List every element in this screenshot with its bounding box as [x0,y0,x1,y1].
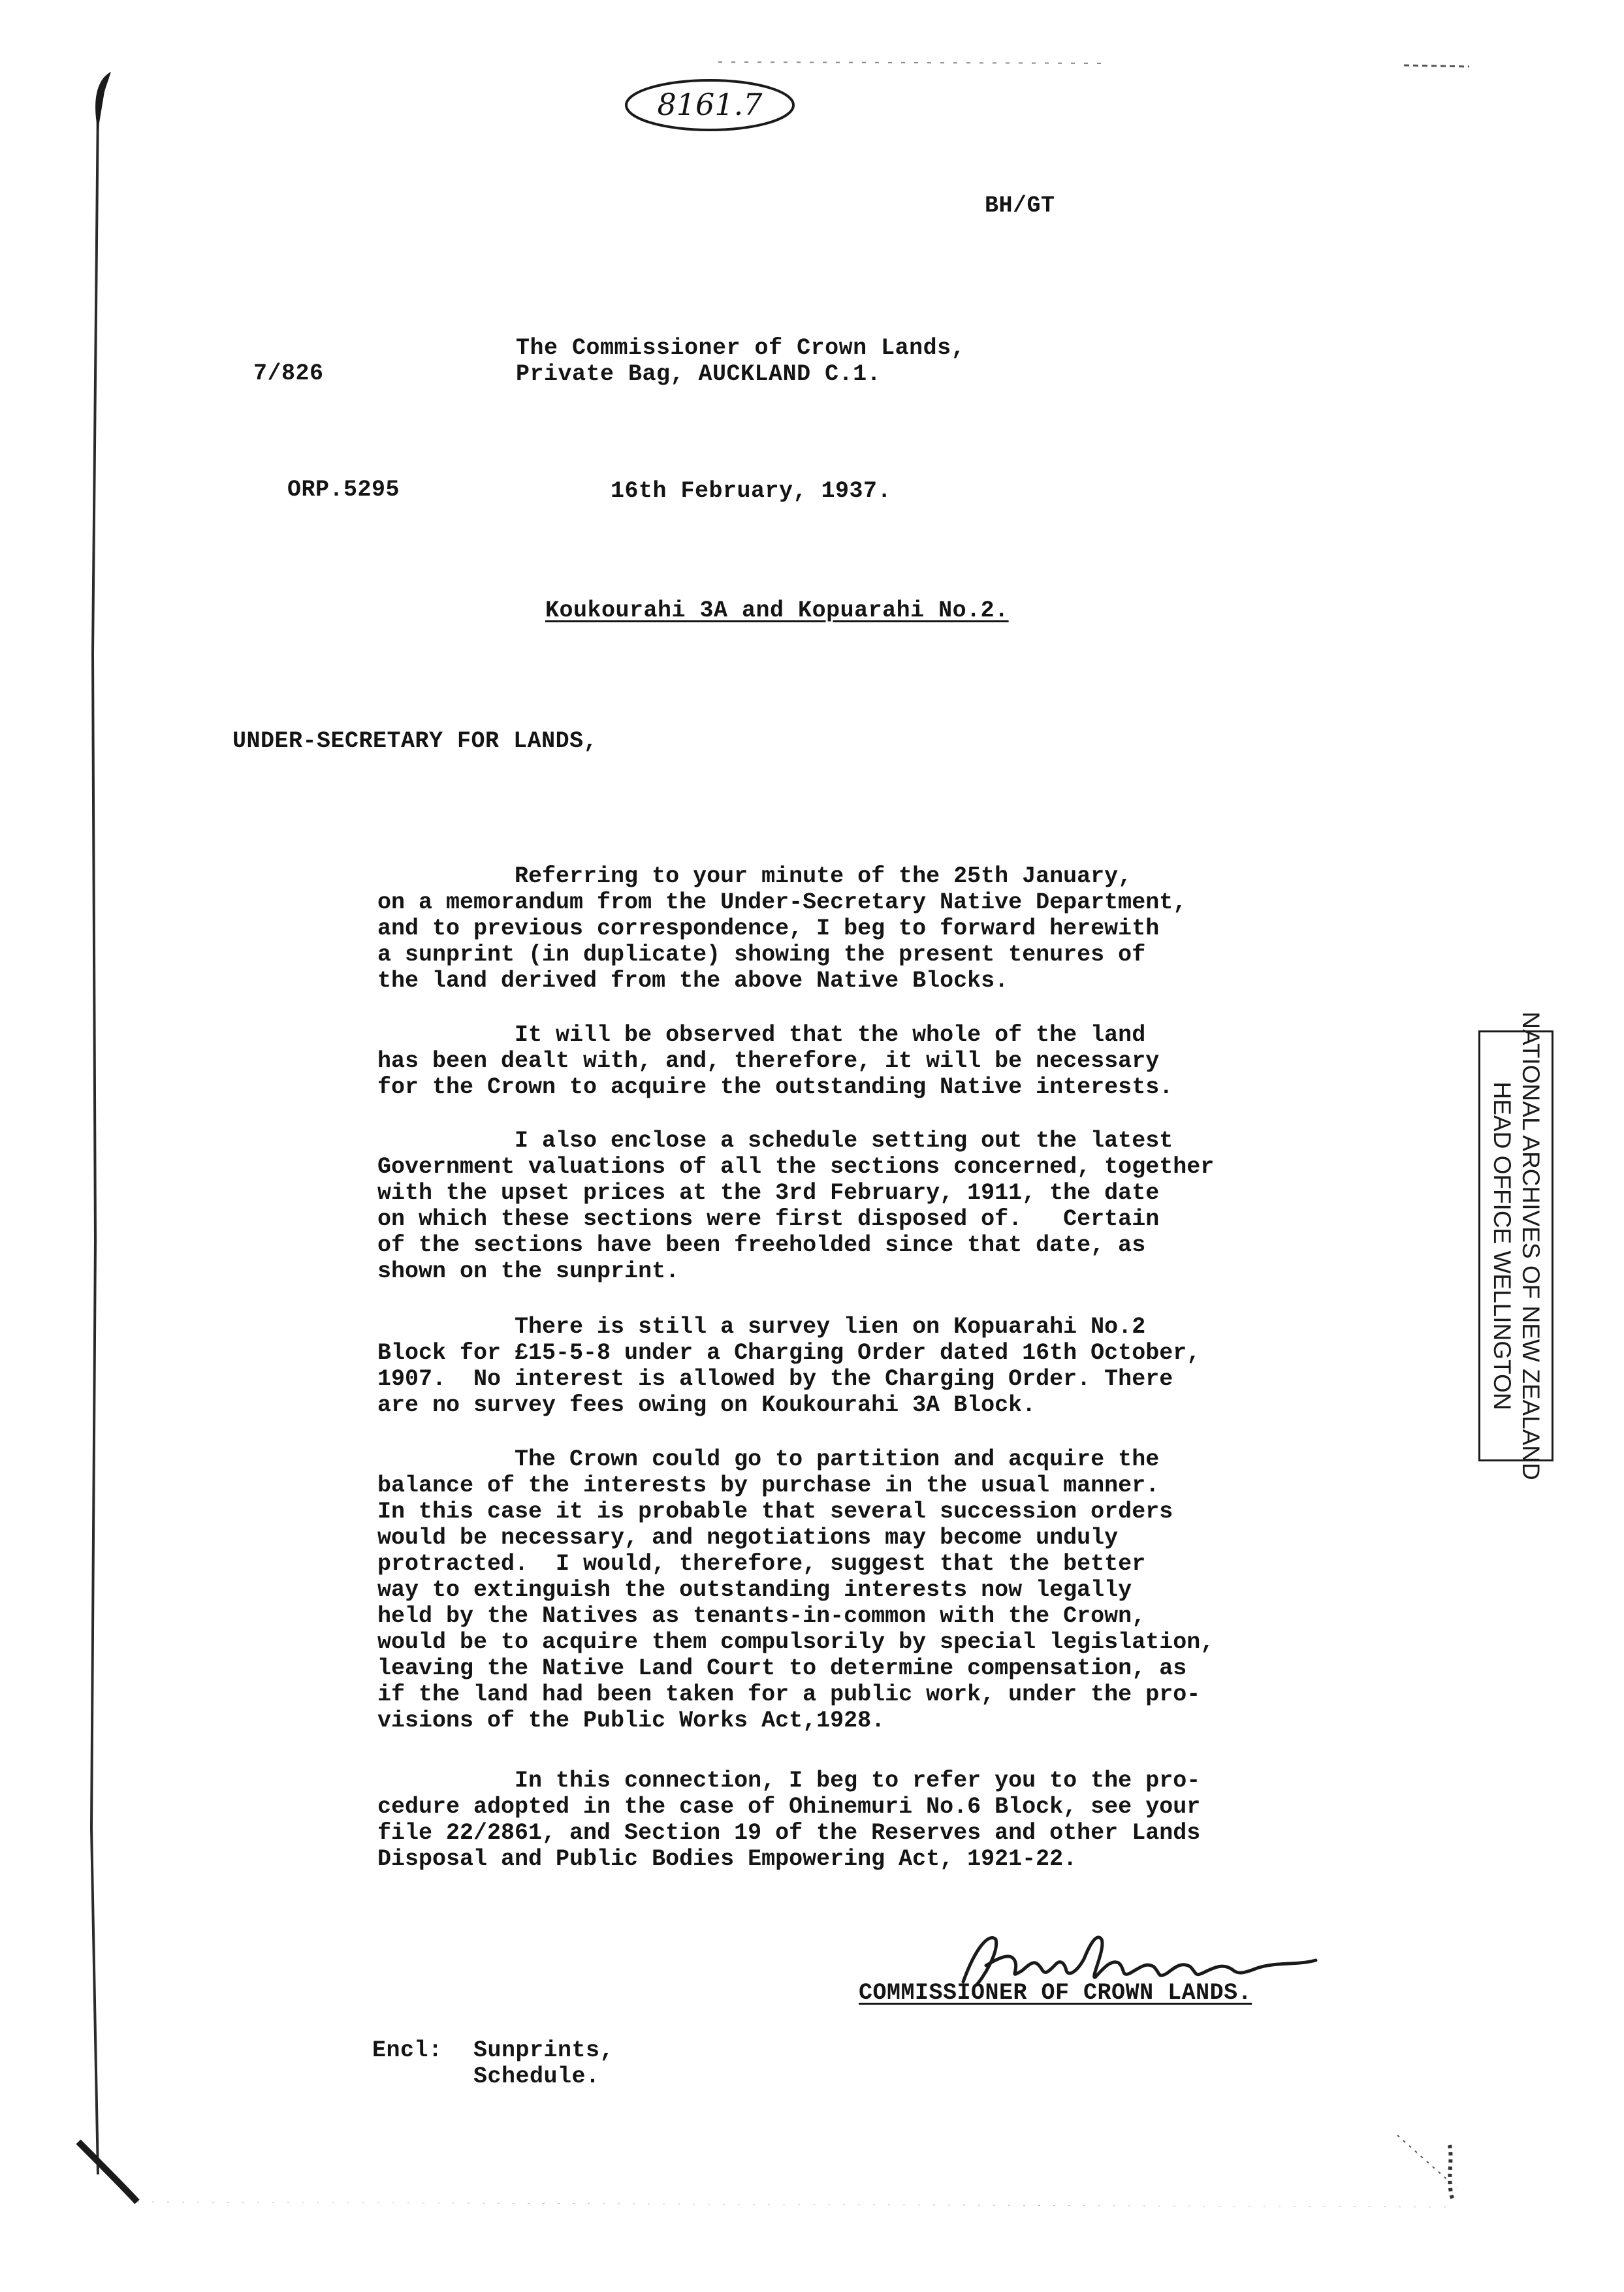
enclosure-item-2: Schedule. [473,2063,600,2090]
paragraph-line: would be to acquire them compulsorily by special legislation, [377,1629,1215,1655]
addressee-line-2: Private Bag, AUCKLAND C.1. [516,361,882,387]
enclosure-item-1: Sunprints, [473,2037,614,2063]
paragraph-line: In this case it is probable that several succession orders [377,1499,1173,1525]
file-number: 7/826 [253,360,324,387]
paragraph-line: visions of the Public Works Act,1928. [377,1708,885,1734]
paragraph-line: a sunprint (in duplicate) showing the present tenures of [377,942,1146,968]
subject-line: Koukourahi 3A and Kopuarahi No.2. [545,597,1009,624]
paragraph-line: In this connection, I beg to refer you to the pro- [377,1768,1201,1794]
archive-stamp [1478,1011,1553,1480]
paragraph-line: and to previous correspondence, I beg to forward herewith [377,915,1160,942]
reference-initials: BH/GT [985,193,1055,219]
enclosures-label: Encl: [372,2037,443,2063]
paragraph-line: Government valuations of all the sections concerned, together [377,1154,1215,1180]
signatory-title: COMMISSIONER OF CROWN LANDS. [859,1980,1252,2006]
letter-date: 16th February, 1937. [611,478,892,504]
paragraph-6 [377,1768,1435,1872]
archive-stamp-text [1488,1011,1545,1480]
stamp-line-1: NATIONAL ARCHIVES OF NEW ZEALAND [1517,1011,1544,1480]
paragraph-line: would be necessary, and negotiations may become unduly [377,1525,1119,1551]
paragraph-line: with the upset prices at the 3rd February, 1911, the date [377,1180,1160,1206]
paragraph-line: The Crown could go to partition and acquire the [377,1446,1160,1472]
paragraph-line: Referring to your minute of the 25th January, [377,863,1132,889]
paragraph-line: cedure adopted in the case of Ohinemuri No.6 Block, see your [377,1794,1201,1820]
paragraph-line: It will be observed that the whole of the land [377,1022,1146,1048]
paragraph-line: leaving the Native Land Court to determine compensation, as [377,1655,1187,1681]
paragraph-line: the land derived from the above Native Blocks. [377,968,1009,994]
paragraph-5 [377,1446,1435,1734]
paragraph-1 [377,863,1435,994]
paragraph-4 [377,1314,1435,1418]
paragraph-line: for the Crown to acquire the outstanding Native interests. [377,1074,1173,1100]
paragraph-line: file 22/2861, and Section 19 of the Reserves and other Lands [377,1820,1201,1846]
paragraph-line: way to extinguish the outstanding interests now legally [377,1577,1132,1603]
addressee-line-1: The Commissioner of Crown Lands, [516,335,966,361]
annotation-text: 8161.7 [657,87,763,122]
paragraph-line: protracted. I would, therefore, suggest that the better [377,1551,1146,1577]
orp-number: ORP.5295 [287,477,400,503]
recipient-line: UNDER-SECRETARY FOR LANDS, [232,728,598,754]
paragraph-line: shown on the sunprint. [377,1258,680,1284]
paragraph-2 [377,1022,1435,1100]
paragraph-line: of the sections have been freeholded since that date, as [377,1232,1146,1258]
paragraph-line: There is still a survey lien on Kopuarahi No.2 [377,1314,1146,1340]
paragraph-line: on which these sections were first disposed of. Certain [377,1206,1160,1232]
paragraph-line: are no survey fees owing on Koukourahi 3A Block. [377,1392,1036,1418]
paragraph-line: balance of the interests by purchase in the usual manner. [377,1472,1160,1499]
handwritten-annotation [622,75,798,134]
paragraph-line: Block for £15-5-8 under a Charging Order dated 16th October, [377,1340,1201,1366]
paragraph-line: I also enclose a schedule setting out the latest [377,1128,1173,1154]
paragraph-line: has been dealt with, and, therefore, it will be necessary [377,1048,1160,1074]
paragraph-3 [377,1128,1435,1284]
paragraph-line: held by the Natives as tenants-in-common with the Crown, [377,1603,1146,1629]
stamp-line-2: HEAD OFFICE WELLINGTON [1488,1081,1516,1410]
paragraph-line: Disposal and Public Bodies Empowering Act, 1921-22. [377,1846,1077,1872]
paragraph-line: if the land had been taken for a public work, under the pro- [377,1681,1201,1708]
paragraph-line: on a memorandum from the Under-Secretary Native Department, [377,889,1187,915]
paragraph-line: 1907. No interest is allowed by the Charging Order. There [377,1366,1173,1392]
